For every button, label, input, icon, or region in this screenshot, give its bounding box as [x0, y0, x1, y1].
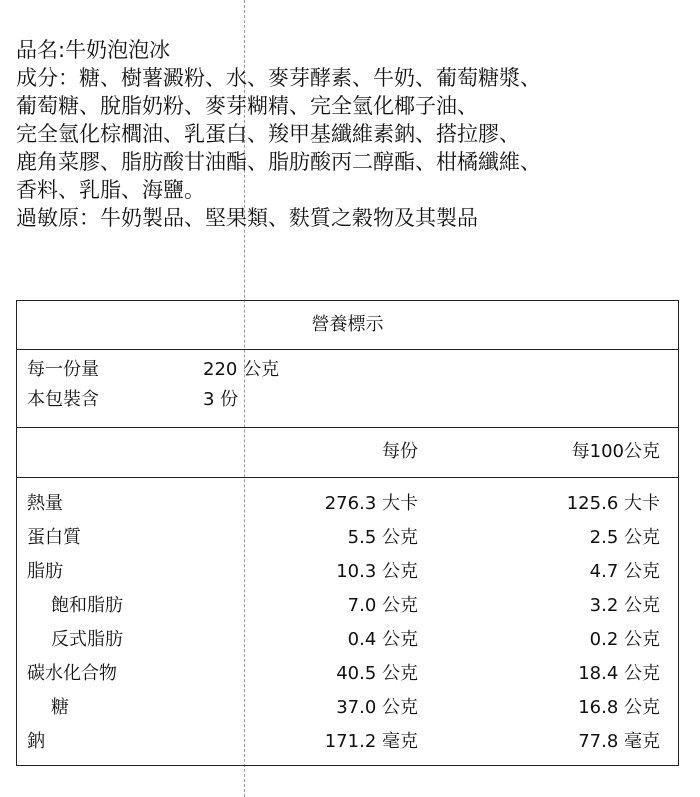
per-serving-value: 0.4 公克	[347, 629, 418, 650]
per-100g-value: 4.7 公克	[589, 561, 660, 582]
per-100g-value: 3.2 公克	[589, 595, 660, 616]
nutrition-row	[17, 555, 678, 589]
ingredients-line: 完全氫化棕櫚油、乳蛋白、羧甲基纖維素鈉、搭拉膠、	[16, 122, 520, 146]
serving-size-value: 220 公克	[203, 359, 280, 380]
serving-size-label: 每一份量	[27, 359, 99, 380]
servings-per-package-value: 3 份	[203, 389, 239, 410]
nutrition-rows	[17, 477, 678, 759]
ingredients-line: 成分：糖、樹薯澱粉、水、麥芽酵素、牛奶、葡萄糖漿、	[16, 66, 541, 90]
per-100g-header: 每100公克	[571, 441, 660, 462]
per-serving-header: 每份	[382, 441, 418, 462]
nutrient-label: 飽和脂肪	[51, 595, 123, 616]
nutrient-label: 鈉	[27, 731, 45, 752]
nutrition-title: 營養標示	[17, 301, 678, 350]
ingredients-line: 葡萄糖、脫脂奶粉、麥芽糊精、完全氫化椰子油、	[16, 94, 478, 118]
per-serving-value: 171.2 毫克	[324, 731, 418, 752]
product-name-line: 品名:牛奶泡泡冰	[16, 38, 171, 62]
nutrition-facts-panel	[16, 300, 679, 766]
nutrition-row	[17, 487, 678, 521]
nutrition-row	[17, 589, 678, 623]
per-serving-value: 10.3 公克	[336, 561, 418, 582]
per-serving-value: 40.5 公克	[336, 663, 418, 684]
ingredients-block	[16, 36, 686, 232]
per-serving-value: 5.5 公克	[347, 527, 418, 548]
serving-info	[17, 349, 678, 428]
allergen-line: 過敏原：牛奶製品、堅果類、麩質之穀物及其製品	[16, 206, 478, 230]
nutrition-column-headers	[17, 427, 678, 478]
nutrition-row	[17, 725, 678, 759]
nutrition-row	[17, 657, 678, 691]
nutrient-label: 脂肪	[27, 561, 63, 582]
per-100g-value: 77.8 毫克	[578, 731, 660, 752]
per-100g-value: 0.2 公克	[589, 629, 660, 650]
servings-per-package-row	[27, 385, 427, 415]
per-100g-value: 2.5 公克	[589, 527, 660, 548]
nutrition-row	[17, 521, 678, 555]
nutrition-row	[17, 623, 678, 657]
ingredients-line: 鹿角菜膠、脂肪酸甘油酯、脂肪酸丙二醇酯、柑橘纖維、	[16, 150, 541, 174]
nutrient-label: 蛋白質	[27, 527, 81, 548]
serving-size-row	[27, 355, 427, 385]
per-serving-value: 37.0 公克	[336, 697, 418, 718]
per-100g-value: 125.6 大卡	[566, 493, 660, 514]
per-100g-value: 18.4 公克	[578, 663, 660, 684]
nutrient-label: 碳水化合物	[27, 663, 117, 684]
per-serving-value: 276.3 大卡	[324, 493, 418, 514]
per-100g-value: 16.8 公克	[578, 697, 660, 718]
ingredients-line: 香料、乳脂、海鹽。	[16, 178, 205, 202]
nutrient-label: 熱量	[27, 493, 63, 514]
per-serving-value: 7.0 公克	[347, 595, 418, 616]
nutrient-label: 糖	[51, 697, 69, 718]
nutrition-row	[17, 691, 678, 725]
servings-per-package-label: 本包裝含	[27, 389, 99, 410]
nutrient-label: 反式脂肪	[51, 629, 123, 650]
